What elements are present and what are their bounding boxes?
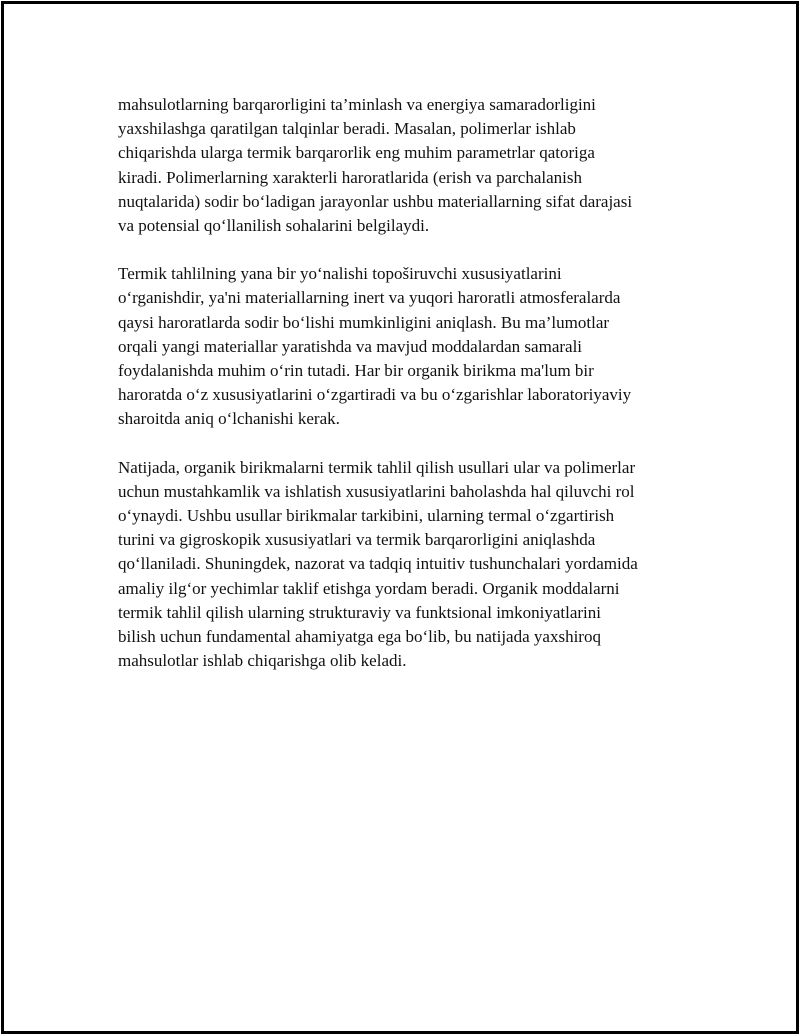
text-line: Termik tahlilning yana bir yo‘nalishi topoširuvchi xususiyatlarini [118,264,562,284]
text-line: mahsulotlarning barqarorligini ta’minlash va energiya samaradorligini [118,95,596,114]
text-line: nuqtalarida) sodir bo‘ladigan jarayonlar ushbu materiallarning sifat darajasi [118,191,633,211]
text-line: mahsulotlar ishlab chiqarishga olib keladi. [118,651,407,671]
text-line: qaysi haroratlarda sodir bo‘lishi mumkinligini aniqlash. Bu ma’lumotlar [118,312,610,332]
paragraph-3 [118,456,698,674]
text-line: chiqarishda ularga termik barqarorlik eng muhim parametrlar qatoriga [118,143,595,163]
text-line: termik tahlil qilish ularning strukturaviy va funktsional imkoniyatlarini [118,602,602,622]
text-line: va potensial qo‘llanilish sohalarini belgilaydi. [118,216,430,236]
text-line: qo‘llaniladi. Shuningdek, nazorat va tadqiq intuitiv tushunchalari yordamida [118,554,638,574]
text-line: o‘ynaydi. Ushbu usullar birikmalar tarkibini, ularning termal o‘zgartirish [118,506,615,526]
text-line: kiradi. Polimerlarning xarakterli haroratlarida (erish va parchalanish [118,167,583,187]
document-body [118,93,698,697]
text-line: turini va gigroskopik xususiyatlari va termik barqarorligini aniqlashda [118,530,596,550]
text-line: sharoitda aniq o‘lchanishi kerak. [118,409,340,429]
text-line: haroratda o‘z xususiyatlarini o‘zgartiradi va bu o‘zgarishlar laboratoriyaviy [118,385,632,405]
paragraph-2 [118,262,698,431]
text-line: bilish uchun fundamental ahamiyatga ega bo‘lib, bu natijada yaxshiroq [118,627,601,647]
text-line: Natijada, organik birikmalarni termik tahlil qilish usullari ular va polimerlar [118,457,636,477]
text-line: yaxshilashga qaratilgan talqinlar beradi. Masalan, polimerlar ishlab [118,119,576,139]
text-line: foydalanishda muhim o‘rin tutadi. Har bir organik birikma ma'lum bir [118,361,594,381]
text-line: amaliy ilg‘or yechimlar taklif etishga yordam beradi. Organik moddalarni [118,578,620,598]
paragraph-1 [118,93,698,238]
text-line: uchun mustahkamlik va ishlatish xususiyatlarini baholashda hal qiluvchi rol [118,481,635,501]
text-line: orqali yangi materiallar yaratishda va mavjud moddalardan samarali [118,336,583,356]
text-line: o‘rganishdir, ya'ni materiallarning inert va yuqori haroratli atmosferalarda [118,288,621,308]
